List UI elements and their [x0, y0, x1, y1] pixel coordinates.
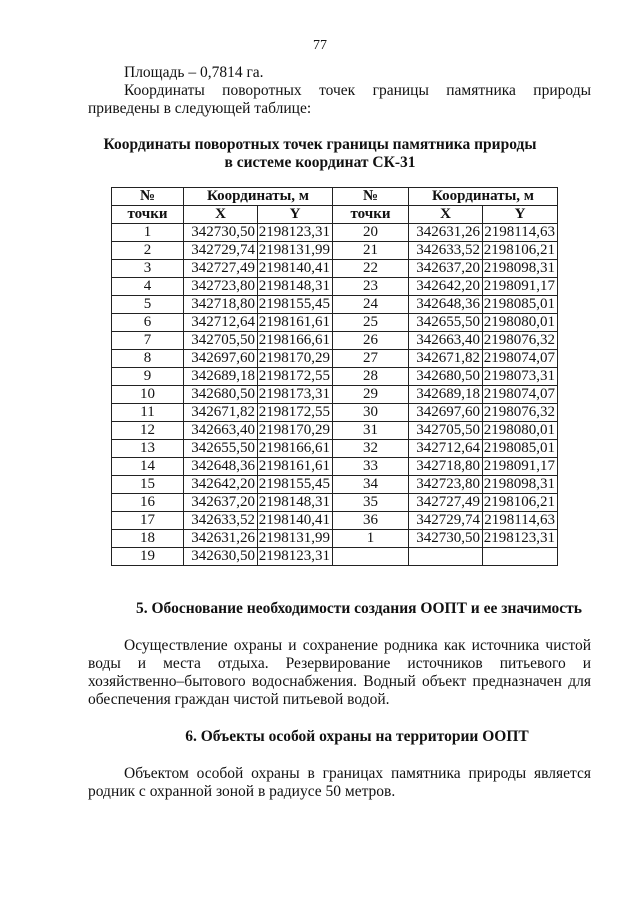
y-coordinate-cell: 2198173,31	[258, 386, 333, 404]
section-5-title: 5. Обоснование необходимости создания ООПТ и ее значимость	[136, 600, 582, 617]
x-coordinate-cell: 342663,40	[184, 422, 258, 440]
y-coordinate-cell: 2198076,32	[483, 404, 558, 422]
table-row	[112, 224, 558, 242]
header-coords-left: Координаты, м	[184, 188, 333, 206]
point-number-cell: 6	[112, 314, 184, 332]
point-number-cell: 9	[112, 368, 184, 386]
y-coordinate-cell: 2198123,31	[258, 224, 333, 242]
y-coordinate-cell: 2198166,61	[258, 332, 333, 350]
point-number-cell: 25	[333, 314, 409, 332]
x-coordinate-cell: 342727,49	[184, 260, 258, 278]
y-coordinate-cell: 2198091,17	[483, 278, 558, 296]
y-coordinate-cell: 2198098,31	[483, 476, 558, 494]
point-number-cell: 27	[333, 350, 409, 368]
x-coordinate-cell: 342655,50	[409, 314, 483, 332]
table-row	[112, 278, 558, 296]
point-number-cell: 5	[112, 296, 184, 314]
y-coordinate-cell: 2198080,01	[483, 422, 558, 440]
y-coordinate-cell: 2198140,41	[258, 512, 333, 530]
table-row	[112, 296, 558, 314]
point-number-cell: 32	[333, 440, 409, 458]
point-number-cell	[333, 548, 409, 566]
table-row	[112, 530, 558, 548]
header-x-left: X	[184, 206, 258, 224]
y-coordinate-cell: 2198076,32	[483, 332, 558, 350]
section-6-body: Объектом особой охраны в границах памятника природы является родник с охранной зоной в радиусе 50 метров.	[88, 765, 591, 800]
table-title-line-1: Координаты поворотных точек границы памятника природы	[103, 136, 537, 153]
y-coordinate-cell: 2198123,31	[483, 530, 558, 548]
point-number-cell: 8	[112, 350, 184, 368]
point-number-cell: 12	[112, 422, 184, 440]
x-coordinate-cell: 342663,40	[409, 332, 483, 350]
y-coordinate-cell: 2198131,99	[258, 242, 333, 260]
y-coordinate-cell: 2198106,21	[483, 494, 558, 512]
point-number-cell: 15	[112, 476, 184, 494]
table-row	[112, 476, 558, 494]
x-coordinate-cell: 342689,18	[184, 368, 258, 386]
point-number-cell: 20	[333, 224, 409, 242]
x-coordinate-cell: 342705,50	[409, 422, 483, 440]
table-row	[112, 386, 558, 404]
point-number-cell: 7	[112, 332, 184, 350]
x-coordinate-cell: 342631,26	[184, 530, 258, 548]
x-coordinate-cell: 342631,26	[409, 224, 483, 242]
point-number-cell: 24	[333, 296, 409, 314]
header-point-left: точки	[112, 206, 184, 224]
x-coordinate-cell: 342697,60	[184, 350, 258, 368]
y-coordinate-cell: 2198170,29	[258, 350, 333, 368]
header-point-right: точки	[333, 206, 409, 224]
x-coordinate-cell: 342680,50	[409, 368, 483, 386]
point-number-cell: 2	[112, 242, 184, 260]
point-number-cell: 13	[112, 440, 184, 458]
x-coordinate-cell: 342705,50	[184, 332, 258, 350]
x-coordinate-cell: 342648,36	[409, 296, 483, 314]
x-coordinate-cell: 342718,80	[184, 296, 258, 314]
x-coordinate-cell: 342723,80	[184, 278, 258, 296]
table-row	[112, 368, 558, 386]
x-coordinate-cell: 342730,50	[409, 530, 483, 548]
point-number-cell: 19	[112, 548, 184, 566]
point-number-cell: 1	[112, 224, 184, 242]
y-coordinate-cell: 2198155,45	[258, 296, 333, 314]
y-coordinate-cell: 2198074,07	[483, 386, 558, 404]
point-number-cell: 35	[333, 494, 409, 512]
point-number-cell: 33	[333, 458, 409, 476]
point-number-cell: 18	[112, 530, 184, 548]
x-coordinate-cell: 342637,20	[184, 494, 258, 512]
point-number-cell: 11	[112, 404, 184, 422]
y-coordinate-cell: 2198148,31	[258, 278, 333, 296]
x-coordinate-cell: 342642,20	[184, 476, 258, 494]
y-coordinate-cell: 2198114,63	[483, 512, 558, 530]
table-row	[112, 422, 558, 440]
point-number-cell: 29	[333, 386, 409, 404]
y-coordinate-cell: 2198172,55	[258, 404, 333, 422]
y-coordinate-cell: 2198106,21	[483, 242, 558, 260]
point-number-cell: 4	[112, 278, 184, 296]
point-number-cell: 23	[333, 278, 409, 296]
table-row	[112, 314, 558, 332]
point-number-cell: 26	[333, 332, 409, 350]
table-row	[112, 332, 558, 350]
y-coordinate-cell: 2198085,01	[483, 440, 558, 458]
x-coordinate-cell: 342642,20	[409, 278, 483, 296]
x-coordinate-cell: 342671,82	[184, 404, 258, 422]
table-row	[112, 260, 558, 278]
coordinates-table	[111, 187, 558, 566]
x-coordinate-cell: 342729,74	[409, 512, 483, 530]
x-coordinate-cell: 342727,49	[409, 494, 483, 512]
y-coordinate-cell: 2198161,61	[258, 314, 333, 332]
y-coordinate-cell: 2198073,31	[483, 368, 558, 386]
point-number-cell: 1	[333, 530, 409, 548]
x-coordinate-cell: 342712,64	[409, 440, 483, 458]
point-number-cell: 21	[333, 242, 409, 260]
table-title-line-2: в системе координат СК-31	[224, 154, 416, 171]
header-x-right: X	[409, 206, 483, 224]
y-coordinate-cell: 2198140,41	[258, 260, 333, 278]
point-number-cell: 36	[333, 512, 409, 530]
header-y-left: Y	[258, 206, 333, 224]
y-coordinate-cell: 2198172,55	[258, 368, 333, 386]
header-y-right: Y	[483, 206, 558, 224]
point-number-cell: 34	[333, 476, 409, 494]
area-line: Площадь – 0,7814 га.	[124, 64, 264, 81]
table-row	[112, 458, 558, 476]
point-number-cell: 30	[333, 404, 409, 422]
header-coords-right: Координаты, м	[409, 188, 558, 206]
x-coordinate-cell: 342689,18	[409, 386, 483, 404]
x-coordinate-cell: 342671,82	[409, 350, 483, 368]
point-number-cell: 14	[112, 458, 184, 476]
table-row	[112, 350, 558, 368]
x-coordinate-cell: 342729,74	[184, 242, 258, 260]
point-number-cell: 31	[333, 422, 409, 440]
y-coordinate-cell: 2198114,63	[483, 224, 558, 242]
y-coordinate-cell: 2198080,01	[483, 314, 558, 332]
table-row	[112, 404, 558, 422]
y-coordinate-cell: 2198091,17	[483, 458, 558, 476]
y-coordinate-cell: 2198166,61	[258, 440, 333, 458]
point-number-cell: 3	[112, 260, 184, 278]
y-coordinate-cell: 2198123,31	[258, 548, 333, 566]
table-row	[112, 512, 558, 530]
x-coordinate-cell: 342697,60	[409, 404, 483, 422]
x-coordinate-cell: 342637,20	[409, 260, 483, 278]
table-row	[112, 548, 558, 566]
header-num-left: №	[112, 188, 184, 206]
point-number-cell: 17	[112, 512, 184, 530]
coordinates-table-body	[112, 224, 558, 566]
y-coordinate-cell: 2198098,31	[483, 260, 558, 278]
x-coordinate-cell: 342630,50	[184, 548, 258, 566]
x-coordinate-cell: 342633,52	[409, 242, 483, 260]
x-coordinate-cell: 342633,52	[184, 512, 258, 530]
table-row	[112, 440, 558, 458]
x-coordinate-cell: 342718,80	[409, 458, 483, 476]
header-num-right: №	[333, 188, 409, 206]
table-row	[112, 494, 558, 512]
y-coordinate-cell: 2198170,29	[258, 422, 333, 440]
y-coordinate-cell	[483, 548, 558, 566]
x-coordinate-cell: 342648,36	[184, 458, 258, 476]
y-coordinate-cell: 2198131,99	[258, 530, 333, 548]
point-number-cell: 16	[112, 494, 184, 512]
x-coordinate-cell: 342723,80	[409, 476, 483, 494]
intro-paragraph: Координаты поворотных точек границы памятника природы приведены в следующей таблице:	[88, 82, 591, 117]
point-number-cell: 22	[333, 260, 409, 278]
x-coordinate-cell	[409, 548, 483, 566]
y-coordinate-cell: 2198074,07	[483, 350, 558, 368]
y-coordinate-cell: 2198161,61	[258, 458, 333, 476]
point-number-cell: 28	[333, 368, 409, 386]
y-coordinate-cell: 2198148,31	[258, 494, 333, 512]
y-coordinate-cell: 2198155,45	[258, 476, 333, 494]
page-number: 77	[313, 38, 327, 53]
x-coordinate-cell: 342712,64	[184, 314, 258, 332]
x-coordinate-cell: 342680,50	[184, 386, 258, 404]
section-6-title: 6. Объекты особой охраны на территории ООПТ	[185, 728, 529, 745]
x-coordinate-cell: 342655,50	[184, 440, 258, 458]
y-coordinate-cell: 2198085,01	[483, 296, 558, 314]
table-row	[112, 242, 558, 260]
x-coordinate-cell: 342730,50	[184, 224, 258, 242]
point-number-cell: 10	[112, 386, 184, 404]
table-title	[0, 136, 640, 172]
section-5-body: Осуществление охраны и сохранение родника как источника чистой воды и места отдыха. Резервирование источников питьевого и хозяйственно–бытового водоснабжения. Водный объект предназначен для обеспечения граждан чистой питьевой водой.	[88, 637, 591, 708]
